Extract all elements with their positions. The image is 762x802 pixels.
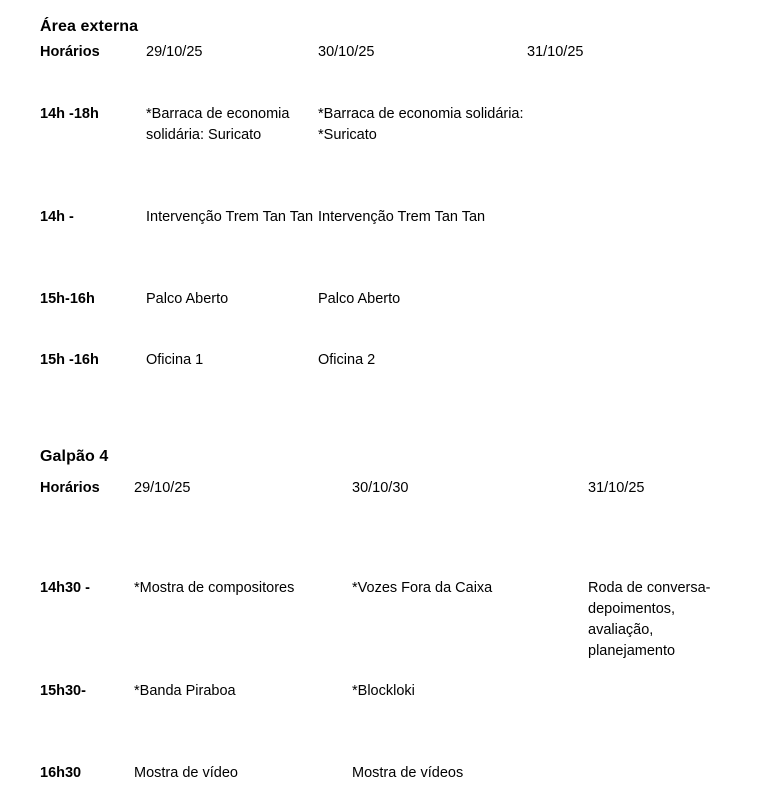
table-1-row-4-cell-2: Oficina 2: [318, 352, 376, 368]
table-2-row-3-time: 16h30: [40, 765, 82, 781]
table-1-row-3-time: 15h-16h: [40, 291, 95, 307]
table-2-row-1-cell-3: Roda de conversa-depoimentos, avaliação, planejamento: [588, 580, 711, 659]
table-2-row-1-time: 14h30 -: [40, 580, 90, 596]
table-1-row-4-cell-1: Oficina 1: [146, 352, 204, 368]
table-2-row-2-cell-1: *Banda Piraboa: [134, 683, 236, 699]
table-2-row-2-time: 15h30-: [40, 683, 86, 699]
table-1-row-2-time: 14h -: [40, 209, 74, 225]
table-1-header-date-3: 31/10/25: [527, 44, 584, 60]
table-2-header-date-1: 29/10/25: [134, 480, 191, 496]
table-1-row-1-time: 14h -18h: [40, 106, 99, 122]
table-1-row-1-cell-2: *Barraca de economia solidária: *Suricato: [318, 106, 528, 143]
table-2-header-horarios: Horários: [40, 480, 100, 496]
section-title-area-externa: Área externa: [40, 18, 139, 35]
table-1-header-date-1: 29/10/25: [146, 44, 203, 60]
table-2-row-1-cell-2: *Vozes Fora da Caixa: [352, 580, 493, 596]
table-1-row-1-cell-1: *Barraca de economia solidária: Suricato: [146, 106, 294, 143]
table-1-row-3-cell-2: Palco Aberto: [318, 291, 401, 307]
table-1-row-3-cell-1: Palco Aberto: [146, 291, 229, 307]
table-1-row-2-cell-1: Intervenção Trem Tan Tan: [146, 209, 314, 225]
table-2-row-1-cell-1: *Mostra de compositores: [134, 580, 295, 596]
section-title-galpao-4: Galpão 4: [40, 448, 109, 465]
table-1-header-horarios: Horários: [40, 44, 100, 60]
table-2-row-3-cell-1: Mostra de vídeo: [134, 765, 238, 781]
table-2-header-date-3: 31/10/25: [588, 480, 645, 496]
table-1-row-2-cell-2: Intervenção Trem Tan Tan: [318, 209, 486, 225]
table-2-row-2-cell-2: *Blockloki: [352, 683, 415, 699]
table-1-row-4-time: 15h -16h: [40, 352, 99, 368]
table-1-header-date-2: 30/10/25: [318, 44, 375, 60]
table-2-header-date-2: 30/10/30: [352, 480, 409, 496]
table-2-row-3-cell-2: Mostra de vídeos: [352, 765, 464, 781]
